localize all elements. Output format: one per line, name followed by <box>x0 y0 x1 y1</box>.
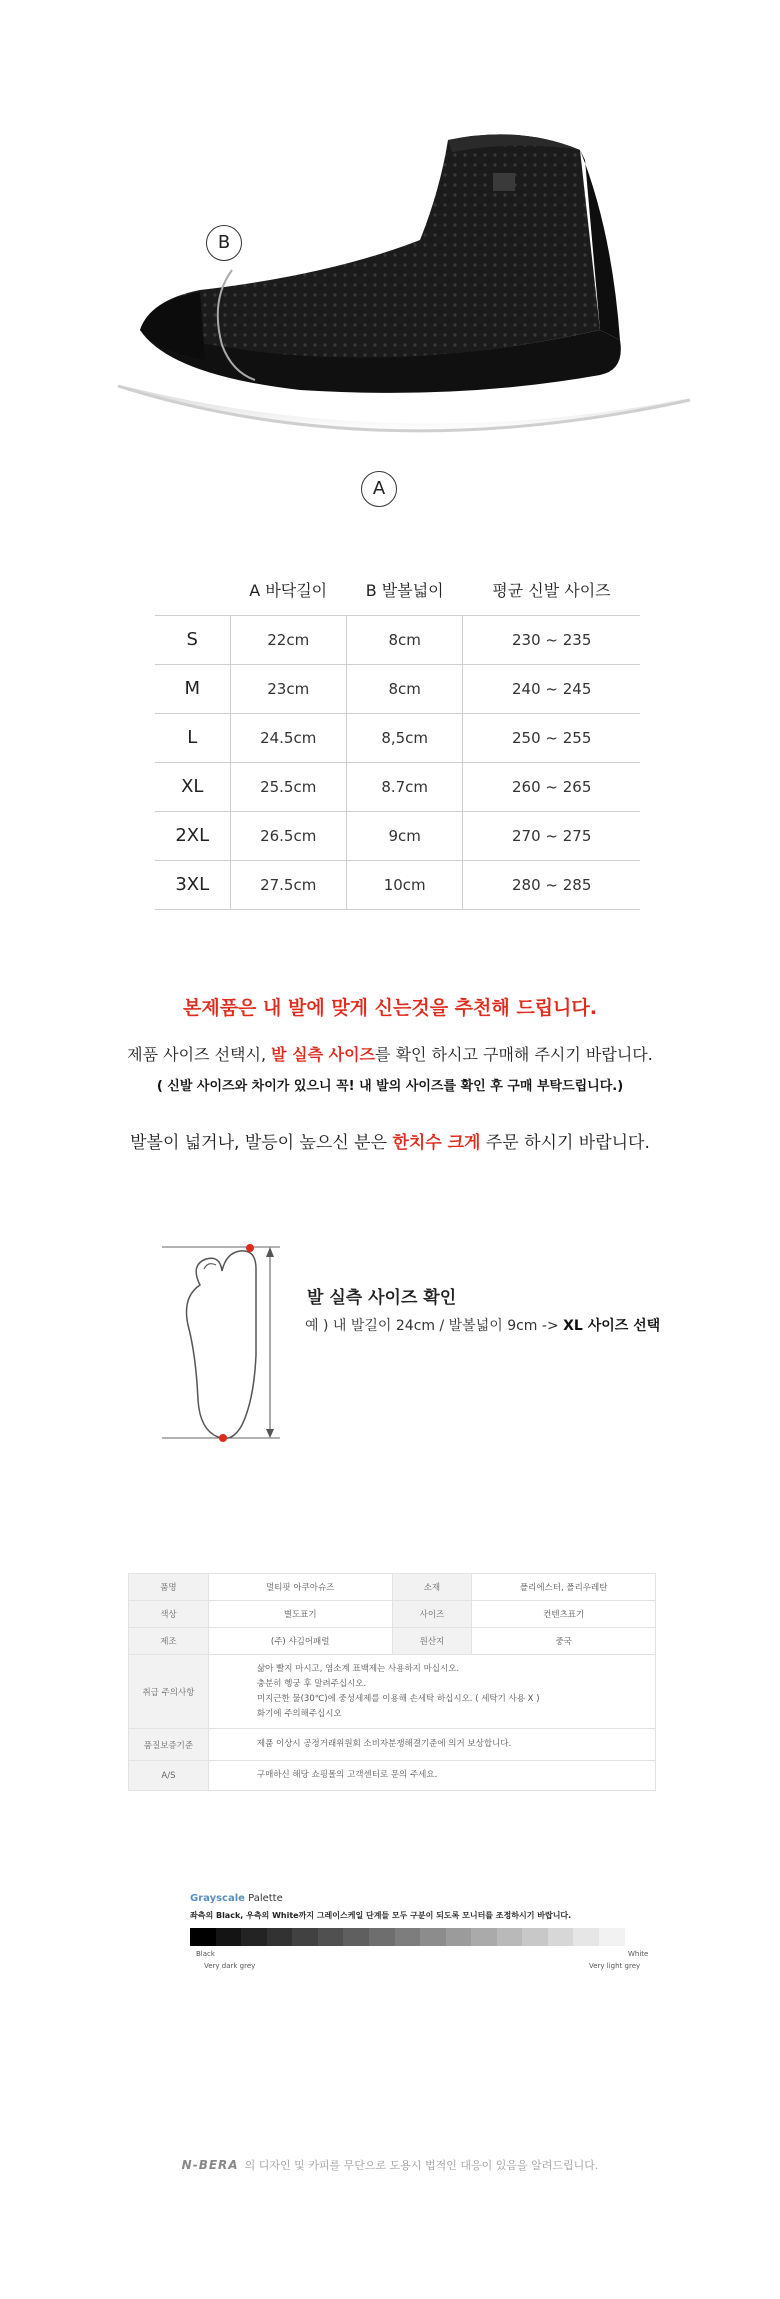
info-value: 별도표기 <box>208 1601 392 1628</box>
info-label: A/S <box>129 1761 209 1791</box>
header-avg-shoe-size: 평균 신발 사이즈 <box>492 581 611 601</box>
size-cell: XL <box>155 762 230 811</box>
grayscale-swatch <box>599 1928 625 1946</box>
length-cell: 26.5cm <box>230 811 346 860</box>
width-cell: 8,5cm <box>346 713 462 762</box>
notice-text: 를 확인 하시고 구매해 주시기 바랍니다. <box>375 1045 653 1064</box>
size-difference-note: ( 신발 사이즈와 차이가 있으니 꼭! 내 발의 사이즈를 확인 후 구매 부탁드립니다.) <box>156 1079 624 1094</box>
shoe-size-cell: 240 ~ 245 <box>463 664 640 713</box>
shoe-size-cell: 270 ~ 275 <box>463 811 640 860</box>
care-instructions <box>208 1655 655 1729</box>
table-row <box>155 811 640 860</box>
white-label: White <box>628 1950 649 1958</box>
table-row <box>129 1655 656 1729</box>
grayscale-swatch <box>420 1928 446 1946</box>
info-value: (주) 샤김어패럴 <box>208 1628 392 1655</box>
info-label: 원산지 <box>392 1628 472 1655</box>
info-value: 멀티핏 아쿠아슈즈 <box>208 1574 392 1601</box>
very-dark-grey-label: Very dark grey <box>204 1962 256 1970</box>
size-chart-table <box>155 565 640 910</box>
grayscale-swatch <box>446 1928 472 1946</box>
length-cell: 23cm <box>230 664 346 713</box>
grayscale-title <box>190 1893 283 1904</box>
table-row <box>155 664 640 713</box>
size-cell: S <box>155 615 230 664</box>
foot-measure-title: 발 실측 사이즈 확인 <box>307 1288 457 1308</box>
info-value: 컨텐츠표기 <box>472 1601 656 1628</box>
grayscale-title-accent: Grayscale <box>190 1893 245 1904</box>
length-cell: 25.5cm <box>230 762 346 811</box>
foot-outline-icon <box>160 1225 320 1465</box>
size-cell: L <box>155 713 230 762</box>
grayscale-title-rest: Palette <box>244 1893 283 1904</box>
table-row <box>155 860 640 909</box>
grayscale-bar <box>190 1928 650 1946</box>
warranty-value: 제품 이상시 공정거래위원회 소비자분쟁해결기준에 의거 보상합니다. <box>208 1729 655 1761</box>
shoe-size-cell: 260 ~ 265 <box>463 762 640 811</box>
size-check-notice <box>0 1042 780 1065</box>
table-row <box>129 1601 656 1628</box>
care-line: 삶아 빨지 마시고, 염소계 표백제는 사용하지 마십시오. <box>256 1663 460 1674</box>
notice-text: 발볼이 넓거나, 발등이 높으신 분은 <box>130 1133 393 1153</box>
table-row <box>155 615 640 664</box>
table-row <box>129 1761 656 1791</box>
dimension-b-label: B <box>206 225 242 261</box>
grayscale-swatch <box>497 1928 523 1946</box>
info-label: 소재 <box>392 1574 472 1601</box>
care-line: 미지근한 물(30℃)에 중성세제를 이용해 손세탁 하십시오. ( 세탁기 사용 X ) <box>256 1693 540 1704</box>
table-row <box>129 1729 656 1761</box>
grayscale-swatch <box>573 1928 599 1946</box>
notice-text: 제품 사이즈 선택시, <box>127 1045 272 1064</box>
product-info-table <box>128 1573 656 1791</box>
size-chart-header <box>155 565 640 615</box>
example-text: 예 ) 내 발길이 24cm / 발볼넓이 9cm -> <box>305 1318 564 1334</box>
as-value: 구매하신 해당 쇼핑몰의 고객센터로 문의 주세요. <box>208 1761 655 1791</box>
info-value: 폴리에스터, 폴리우레탄 <box>472 1574 656 1601</box>
grayscale-swatch <box>548 1928 574 1946</box>
care-line: 화기에 주의해주십시오 <box>256 1708 342 1719</box>
info-label: 색상 <box>129 1601 209 1628</box>
grayscale-swatch <box>267 1928 293 1946</box>
brand-logo-tab <box>493 173 515 191</box>
foot-measure-example <box>305 1315 660 1335</box>
notice-highlight: 발 실측 사이즈 <box>271 1045 376 1064</box>
example-result: XL 사이즈 선택 <box>563 1318 661 1334</box>
very-light-grey-label: Very light grey <box>589 1962 641 1970</box>
size-cell: 2XL <box>155 811 230 860</box>
dimension-a-label: A <box>361 471 397 507</box>
size-cell: 3XL <box>155 860 230 909</box>
grayscale-swatch <box>241 1928 267 1946</box>
info-label: 취급 주의사항 <box>129 1655 209 1729</box>
brand-logo: N-BERA <box>181 2158 239 2172</box>
grayscale-swatch <box>292 1928 318 1946</box>
grayscale-swatch <box>216 1928 242 1946</box>
grayscale-swatch <box>522 1928 548 1946</box>
product-hero <box>0 0 780 520</box>
table-row <box>155 762 640 811</box>
recommendation-headline: 본제품은 내 발에 맞게 신는것을 추천해 드립니다. <box>183 997 597 1019</box>
size-cell: M <box>155 664 230 713</box>
grayscale-description: 좌측의 Black, 우측의 White까지 그레이스케일 단계들 모두 구분이 되도록 모니터를 조정하시기 바랍니다. <box>190 1911 572 1920</box>
table-row <box>129 1628 656 1655</box>
grayscale-swatch <box>190 1928 216 1946</box>
info-value: 중국 <box>472 1628 656 1655</box>
info-label: 품질보증기준 <box>129 1729 209 1761</box>
copyright-text: 의 디자인 및 카피를 무단으로 도용시 법적인 대응이 있음을 알려드립니다. <box>244 2159 599 2172</box>
table-row <box>155 713 640 762</box>
shoe-size-cell: 280 ~ 285 <box>463 860 640 909</box>
copyright-footer <box>0 2157 780 2173</box>
notice-highlight: 한치수 크게 <box>392 1133 481 1153</box>
length-cell: 22cm <box>230 615 346 664</box>
info-label: 사이즈 <box>392 1601 472 1628</box>
aqua-shoe-illustration <box>0 0 780 520</box>
grayscale-swatch <box>625 1928 651 1946</box>
width-cell: 10cm <box>346 860 462 909</box>
info-label: 제조 <box>129 1628 209 1655</box>
shoe-size-cell: 230 ~ 235 <box>463 615 640 664</box>
care-line: 충분히 헹궁 후 말려주십시오. <box>256 1678 367 1689</box>
shoe-size-cell: 250 ~ 255 <box>463 713 640 762</box>
table-row <box>129 1574 656 1601</box>
header-sole-length: A 바닥길이 <box>249 581 328 601</box>
width-cell: 9cm <box>346 811 462 860</box>
grayscale-swatch <box>369 1928 395 1946</box>
width-cell: 8cm <box>346 615 462 664</box>
black-label: Black <box>196 1950 215 1958</box>
length-cell: 24.5cm <box>230 713 346 762</box>
length-cell: 27.5cm <box>230 860 346 909</box>
notice-text: 주문 하시기 바랍니다. <box>480 1133 650 1153</box>
header-size <box>155 565 230 615</box>
wide-foot-notice <box>0 1128 780 1153</box>
grayscale-swatch <box>343 1928 369 1946</box>
info-label: 품명 <box>129 1574 209 1601</box>
grayscale-swatch <box>395 1928 421 1946</box>
grayscale-swatch <box>318 1928 344 1946</box>
foot-measure-diagram <box>160 1225 320 1465</box>
grayscale-swatch <box>471 1928 497 1946</box>
width-cell: 8cm <box>346 664 462 713</box>
header-foot-width: B 발볼넓이 <box>365 581 444 601</box>
width-cell: 8.7cm <box>346 762 462 811</box>
